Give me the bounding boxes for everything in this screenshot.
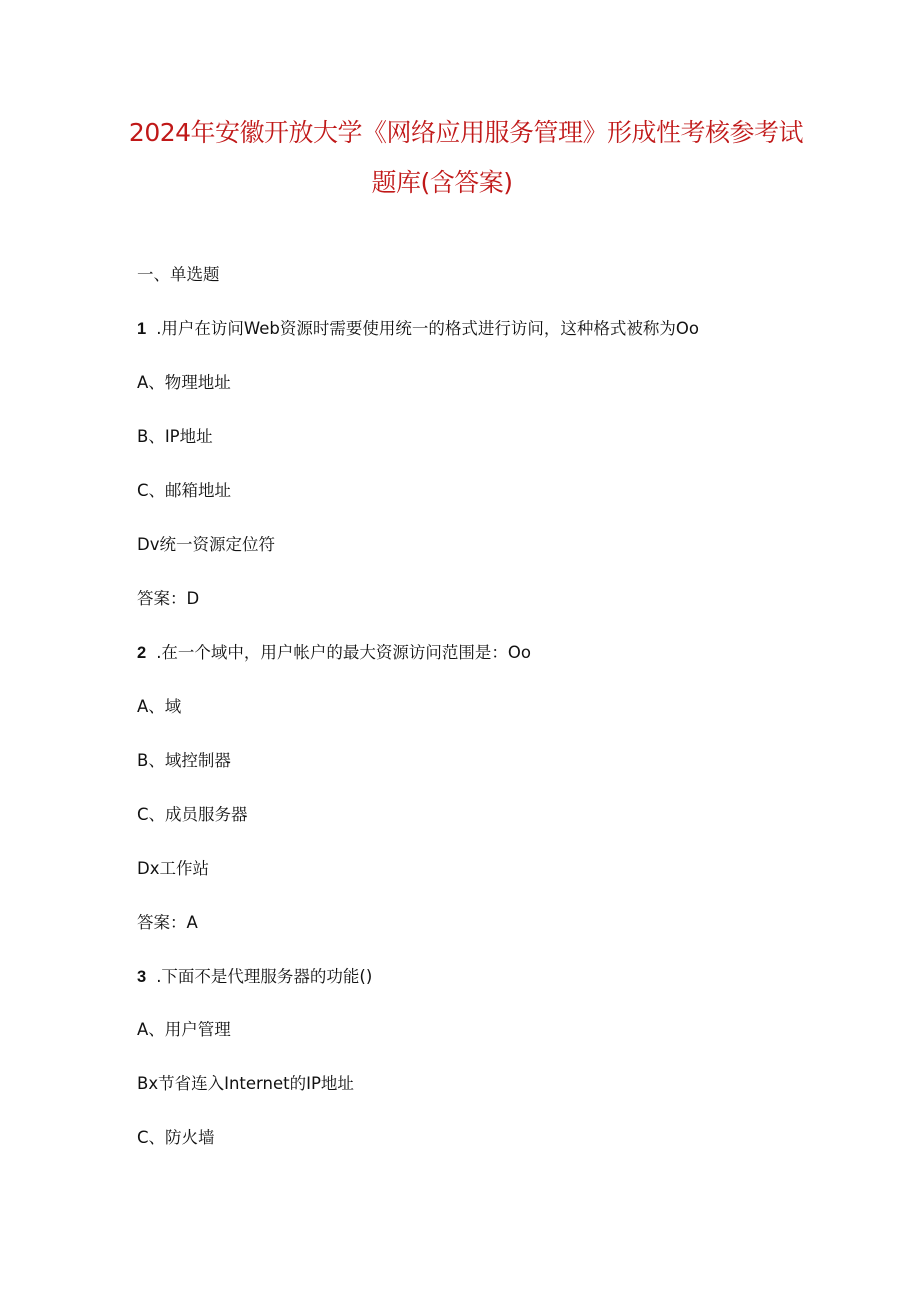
question-text: .在一个域中，用户帐户的最大资源访问范围是：Oo (156, 643, 532, 662)
question-1 (137, 317, 699, 341)
question-3-option-a: A、用户管理 (137, 1020, 231, 1039)
question-1-answer: 答案：D (137, 589, 200, 608)
question-text: .下面不是代理服务器的功能() (156, 967, 373, 986)
question-number: 3 (137, 968, 147, 986)
question-1-option-c: C、邮箱地址 (137, 481, 232, 500)
document-title-line-2: 题库(含答案) (371, 168, 513, 197)
question-2-option-d: Dx工作站 (137, 859, 209, 878)
question-2 (137, 641, 531, 665)
question-3 (137, 965, 372, 989)
document-title-line-1: 2024年安徽开放大学《网络应用服务管理》形成性考核参考试 (128, 118, 804, 147)
question-2-option-b: B、域控制器 (137, 751, 231, 770)
question-1-option-a: A、物理地址 (137, 373, 231, 392)
question-3-option-c: C、防火墙 (137, 1128, 215, 1147)
question-3-option-b: Bx节省连入Internet的IP地址 (137, 1074, 354, 1093)
question-number: 1 (137, 320, 147, 338)
question-2-answer: 答案：A (137, 913, 198, 932)
question-2-option-c: C、成员服务器 (137, 805, 248, 824)
section-heading: 一、单选题 (137, 265, 220, 284)
question-number: 2 (137, 644, 147, 662)
question-1-option-d: Dv统一资源定位符 (137, 535, 275, 554)
question-1-option-b: B、IP地址 (137, 427, 213, 446)
question-2-option-a: A、域 (137, 697, 182, 716)
question-text: .用户在访问Web资源时需要使用统一的格式进行访问，这种格式被称为Oo (156, 319, 699, 338)
